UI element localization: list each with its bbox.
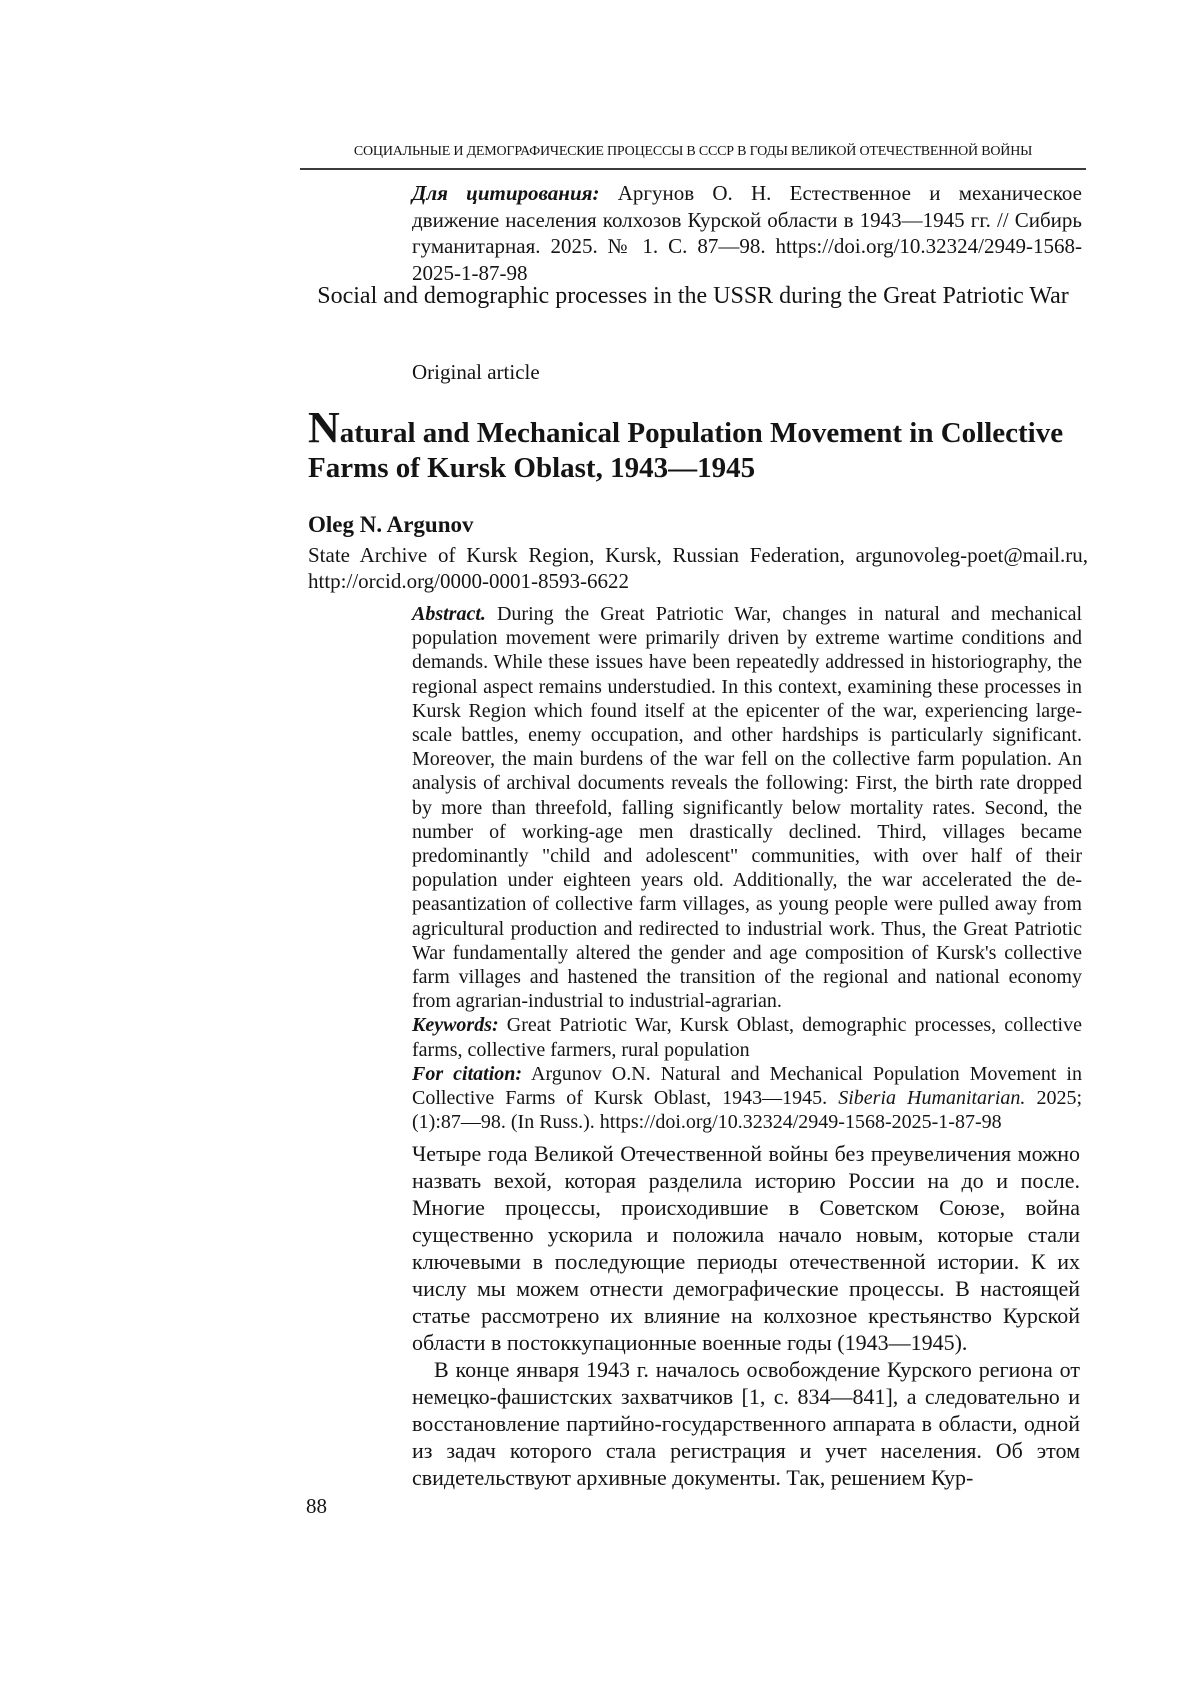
- keywords-label: Keywords:: [412, 1014, 499, 1037]
- keywords-text: Great Patriotic War, Kursk Oblast, demographic processes, collective farms, collective farmers, rural population: [412, 1014, 1082, 1061]
- for-citation-text-start: Argunov O.N. Natural and Mechanical Population Movement in Collective Farms of Kursk Oblast, 1943—1945.: [412, 1062, 1082, 1110]
- author-name: Oleg N. Argunov: [308, 512, 474, 537]
- for-citation-text-end: 2025;(1):87—98. (In Russ.). https://doi.org/10.32324/2949-1568-2025-1-87-98: [412, 1087, 1082, 1134]
- abstract-label: Abstract.: [412, 603, 486, 625]
- citation-ru-block: [412, 180, 1082, 286]
- for-citation-paragraph: [412, 1062, 1082, 1135]
- body-text-ru: [412, 1140, 1080, 1491]
- abstract-text: During the Great Patriotic War, changes in natural and mechanical population movement were primarily driven by extreme wartime conditions and demands. While these issues have been repeatedly addressed in historiography, the regional aspect remains understudied. In this context, examining these processes in Kursk Region which found itself at the epicenter of the war, experiencing large-scale battles, enemy occupation, and other hardships is particularly significant. Moreover, the main burdens of the war fell on the collective farm population. An analysis of archival documents reveals the following: First, the birth rate dropped by more than threefold, falling significantly below mortality rates. Second, the number of working-age men drastically declined. Third, villages became predominantly "child and adolescent" communities, with over half of their population under eighteen years old. Additionally, the war accelerated the de-peasantization of collective farm villages, as young people were pulled away from agricultural production and redirected to industrial work. Thus, the Great Patriotic War fundamentally altered the gender and age composition of Kursk's collective farm villages and hastened the transition of the regional and national economy from agrarian-industrial to industrial-agrarian.: [412, 603, 1082, 1013]
- keywords-paragraph: [412, 1013, 1082, 1061]
- page-number: 88: [306, 1494, 327, 1518]
- article-title: [308, 403, 1088, 486]
- body-paragraph-1: Четыре года Великой Отечественной войны без преувеличения можно назвать вехой, которая разделила историю России на до и после. Многие процессы, происходившие в Советском Союзе, война существенно ускорила и положила начало новым, которые стали ключевыми в последующие периоды отечественной истории. К их числу мы можем отнести демографические процессы. В настоящей статье рассмотрено их влияние на колхозное крестьянство Курской области в постоккупационные военные годы (1943—1945).: [412, 1141, 1080, 1355]
- for-citation-label: For citation:: [412, 1062, 523, 1085]
- title-drop-initial: N: [308, 403, 340, 452]
- body-paragraph-2: В конце января 1943 г. началось освобождение Курского региона от немецко-фашистских захватчиков [1, с. 834—841], а следовательно и восстановление партийно-государственного аппарата в области, одной из задач которого стала регистрация и учет населения. Об этом свидетельствуют архивные документы. Так, решением Кур-: [412, 1357, 1080, 1490]
- abstract-paragraph: [412, 602, 1082, 1013]
- title-text: atural and Mechanical Population Movement in Collective Farms of Kursk Oblast, 1943—1945: [308, 417, 1064, 484]
- section-heading-en: Social and demographic processes in the USSR during the Great Patriotic War: [317, 283, 1069, 309]
- author-affiliation: State Archive of Kursk Region, Kursk, Russian Federation, argunovoleg-poet@mail.ru, http://orcid.org/0000-0001-8593-6622: [308, 543, 1088, 593]
- article-type-label: Original article: [412, 360, 540, 384]
- abstract-block: [412, 602, 1082, 1134]
- citation-ru-text: Аргунов О. Н. Естественное и механическое движение населения колхозов Курской области в 1943—1945 гг. // Сибирь гуманитарная. 2025. № 1. С. 87—98. https://doi.org/10.32324/2949-1568-2025-1-87-98: [412, 181, 1082, 285]
- running-head: СОЦИАЛЬНЫЕ И ДЕМОГРАФИЧЕСКИЕ ПРОЦЕССЫ В СССР В ГОДЫ ВЕЛИКОЙ ОТЕЧЕСТВЕННОЙ ВОЙНЫ: [300, 144, 1086, 170]
- citation-ru-label: Для цитирования:: [412, 181, 600, 205]
- journal-name: Siberia Humanitarian.: [838, 1087, 1026, 1110]
